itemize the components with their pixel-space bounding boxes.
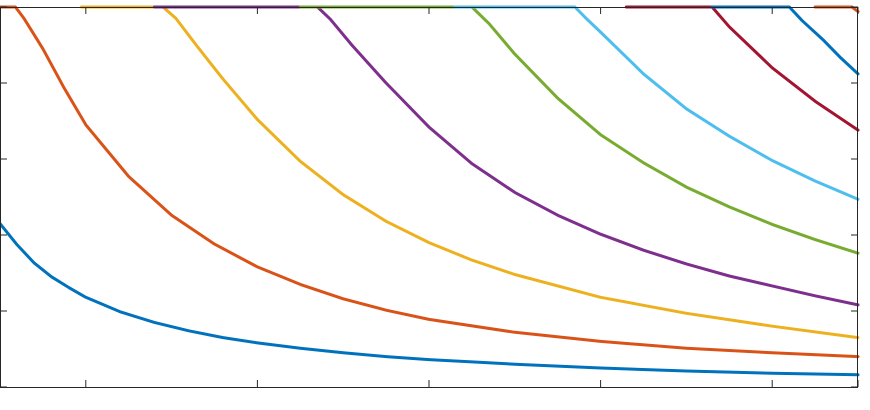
series-lines xyxy=(0,7,858,375)
series-line-8 xyxy=(712,7,858,74)
series-line-4 xyxy=(154,7,858,305)
axis-ticks xyxy=(0,7,858,387)
series-line-5 xyxy=(300,7,858,253)
series-line-7 xyxy=(626,7,858,130)
series-line-2 xyxy=(0,7,858,357)
plot-frame xyxy=(1,8,858,388)
axes-frame xyxy=(1,8,858,388)
series-line-3 xyxy=(82,7,859,338)
series-line-1 xyxy=(0,224,858,375)
